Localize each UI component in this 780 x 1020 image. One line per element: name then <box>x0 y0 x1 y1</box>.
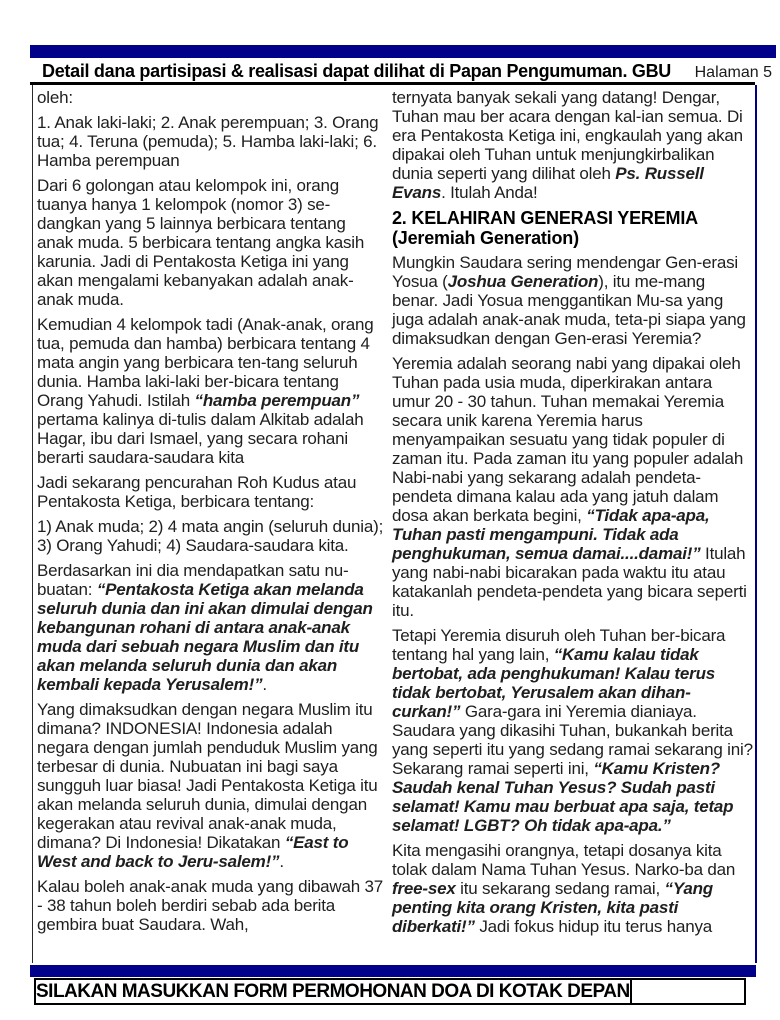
right-column <box>392 88 753 942</box>
body-text: Mungkin Saudara sering mendengar Gen-erasi Yosua ( <box>392 253 738 291</box>
body-text: pertama kalinya di-tulis dalam Alkitab adalah Hagar, ibu dari Ismael, yang secara rohani berarti saudara-saudara kita <box>37 410 364 467</box>
body-text: Jadi sekarang pencurahan Roh Kudus atau Pentakosta Ketiga, berbicara tentang: <box>37 473 357 511</box>
left-paragraph-9 <box>37 877 384 934</box>
body-text: Kalau boleh anak-anak muda yang dibawah 37 - 38 tahun boleh berdiri sebab ada berita gembira buat Saudara. Wah, <box>37 877 384 934</box>
right-paragraph-4 <box>392 354 753 620</box>
body-text: . <box>279 852 284 871</box>
page-number: Halaman 5 <box>694 64 772 81</box>
right-paragraph-1 <box>392 88 753 202</box>
emphasis-text: free-sex <box>392 879 456 898</box>
page-header <box>30 58 776 82</box>
right-paragraph-3 <box>392 253 753 348</box>
footer-box <box>34 978 746 1005</box>
body-text: Yang dimaksudkan dengan negara Muslim itu dimana? INDONESIA! Indonesia adalah negara dengan jumlah penduduk Muslim yang terbesar di dunia. Nubuatan ini bagi saya sungguh luar biasa! Jadi Pentakosta Ketiga itu akan melanda seluruh dunia, dimulai dengan kegerakan atau revival anak-anak muda, dimana? Di Indonesia! Dikatakan <box>37 700 378 852</box>
emphasis-text: “Kamu kalau tidak bertobat, ada penghukuman! Kalau terus tidak bertobat, Yerusalem akan dihan-curkan!” <box>392 645 716 721</box>
body-text: Tetapi Yeremia disuruh oleh Tuhan ber-bicara tentang hal yang lain, <box>392 626 726 664</box>
body-text: Gara-gara ini Yeremia dianiaya. Saudara yang dikasihi Tuhan, bukankah berita yang seperti itu yang sedang ramai sekarang ini? Sekarang ramai seperti ini, <box>392 702 753 778</box>
right-paragraph-6 <box>392 841 753 936</box>
body-text: . <box>262 675 267 694</box>
emphasis-text: “Pentakosta Ketiga akan melanda seluruh dunia dan ini akan dimulai dengan kebangunan rohani di antara anak-anak muda dari sebuah negara Muslim dan itu akan melanda seluruh dunia dan akan kembali kepada Yerusalem!” <box>37 580 373 694</box>
body-text: Kemudian 4 kelompok tadi (Anak-anak, orang tua, pemuda dan hamba) berbicara tentang 4 mata angin yang berbicara ten-tang seluruh dunia. Hamba laki-laki ber-bicara tentang Orang Yahudi. Istilah <box>37 315 374 410</box>
body-text: Dari 6 golongan atau kelompok ini, orang tuanya hanya 1 kelompok (nomor 3) se-dangkan yang 5 lainnya berbicara tentang anak muda. 5 berbicara tentang angka kasih karunia. Jadi di Pentakosta Ketiga ini yang akan mengalami kebanyakan adalah anak-anak muda. <box>37 176 365 309</box>
emphasis-text: “Kamu Kristen? Saudah kenal Tuhan Yesus? Sudah pasti selamat! Kamu mau berbuat apa saja, tetap selamat! LGBT? Oh tidak apa-apa.” <box>392 759 734 835</box>
body-text: 2. KELAHIRAN GENERASI YEREMIA (Jeremiah Generation) <box>392 208 698 248</box>
emphasis-text: Ps. Russell Evans <box>392 164 704 202</box>
left-paragraph-2 <box>37 113 384 170</box>
left-paragraph-8 <box>37 700 384 871</box>
content-left-border <box>32 85 33 963</box>
body-text: Kita mengasihi orangnya, tetapi dosanya kita tolak dalam Nama Tuhan Yesus. Narko-ba dan <box>392 841 736 879</box>
footer-notice: SILAKAN MASUKKAN FORM PERMOHONAN DOA DI KOTAK DEPAN <box>36 980 630 1002</box>
body-text: 1. Anak laki-laki; 2. Anak perempuan; 3. Orang tua; 4. Teruna (pemuda); 5. Hamba laki-laki; 6. Hamba perempuan <box>37 113 379 170</box>
header-notice: Detail dana partisipasi & realisasi dapat dilihat di Papan Pengumuman. GBU <box>42 61 671 81</box>
emphasis-text: “hamba perempuan” <box>194 391 360 410</box>
footer-accent-bar <box>30 965 756 977</box>
left-paragraph-4 <box>37 315 384 467</box>
body-text: . Itulah Anda! <box>441 183 538 202</box>
body-text: ternyata banyak sekali yang datang! Dengar, Tuhan mau ber acara dengan kal-ian semua. Di era Pentakosta Ketiga ini, engkaulah yang akan dipakai oleh Tuhan untuk menjungkirbalikan dunia seperti yang dilihat oleh <box>392 88 743 183</box>
right-paragraph-5 <box>392 626 753 835</box>
body-text: Berdasarkan ini dia mendapatkan satu nu-buatan: <box>37 561 349 599</box>
body-text: oleh: <box>37 88 73 107</box>
emphasis-text: “East to West and back to Jeru-salem!” <box>37 833 349 871</box>
body-text: itu sekarang sedang ramai, <box>455 879 665 898</box>
header-accent-bar <box>30 45 776 58</box>
footer-empty-cell <box>630 980 744 1003</box>
body-text: ), itu me-mang benar. Jadi Yosua menggantikan Mu-sa yang juga adalah anak-anak muda, teta-pi siapa yang dimaksudkan dengan Gen-erasi Yeremia? <box>392 272 746 348</box>
left-paragraph-1 <box>37 88 384 107</box>
right-paragraph-2 <box>392 208 753 248</box>
emphasis-text: “Yang penting kita orang Kristen, kita pasti diberkati!” <box>392 879 713 936</box>
left-paragraph-6 <box>37 517 384 555</box>
left-paragraph-7 <box>37 561 384 694</box>
body-text: Itulah yang nabi-nabi bicarakan pada waktu itu atau katakanlah pendeta-pendeta yang bicara seperti itu. <box>392 544 747 620</box>
emphasis-text: “Tidak apa-apa, Tuhan pasti mengampuni. Tidak ada penghukuman, semua damai....damai!” <box>392 506 710 563</box>
left-column <box>37 88 384 940</box>
header-rule <box>30 82 755 85</box>
body-text: Yeremia adalah seorang nabi yang dipakai oleh Tuhan pada usia muda, diperkirakan antara umur 20 - 30 tahun. Tuhan memakai Yeremia secara unik karena Yeremia harus menyampaikan sesuatu yang tidak populer di zaman itu. Pada zaman itu yang populer adalah Nabi-nabi yang sekarang adalah pendeta-pendeta dimana kalau ada yang jatuh dalam dosa akan berkata begini, <box>392 354 744 525</box>
emphasis-text: Joshua Generation <box>447 272 599 291</box>
left-paragraph-3 <box>37 176 384 309</box>
left-paragraph-5 <box>37 473 384 511</box>
body-text: Jadi fokus hidup itu terus hanya <box>474 917 713 936</box>
content-right-border <box>755 85 757 963</box>
body-text: 1) Anak muda; 2) 4 mata angin (seluruh dunia); 3) Orang Yahudi; 4) Saudara-saudara kita. <box>37 517 384 555</box>
